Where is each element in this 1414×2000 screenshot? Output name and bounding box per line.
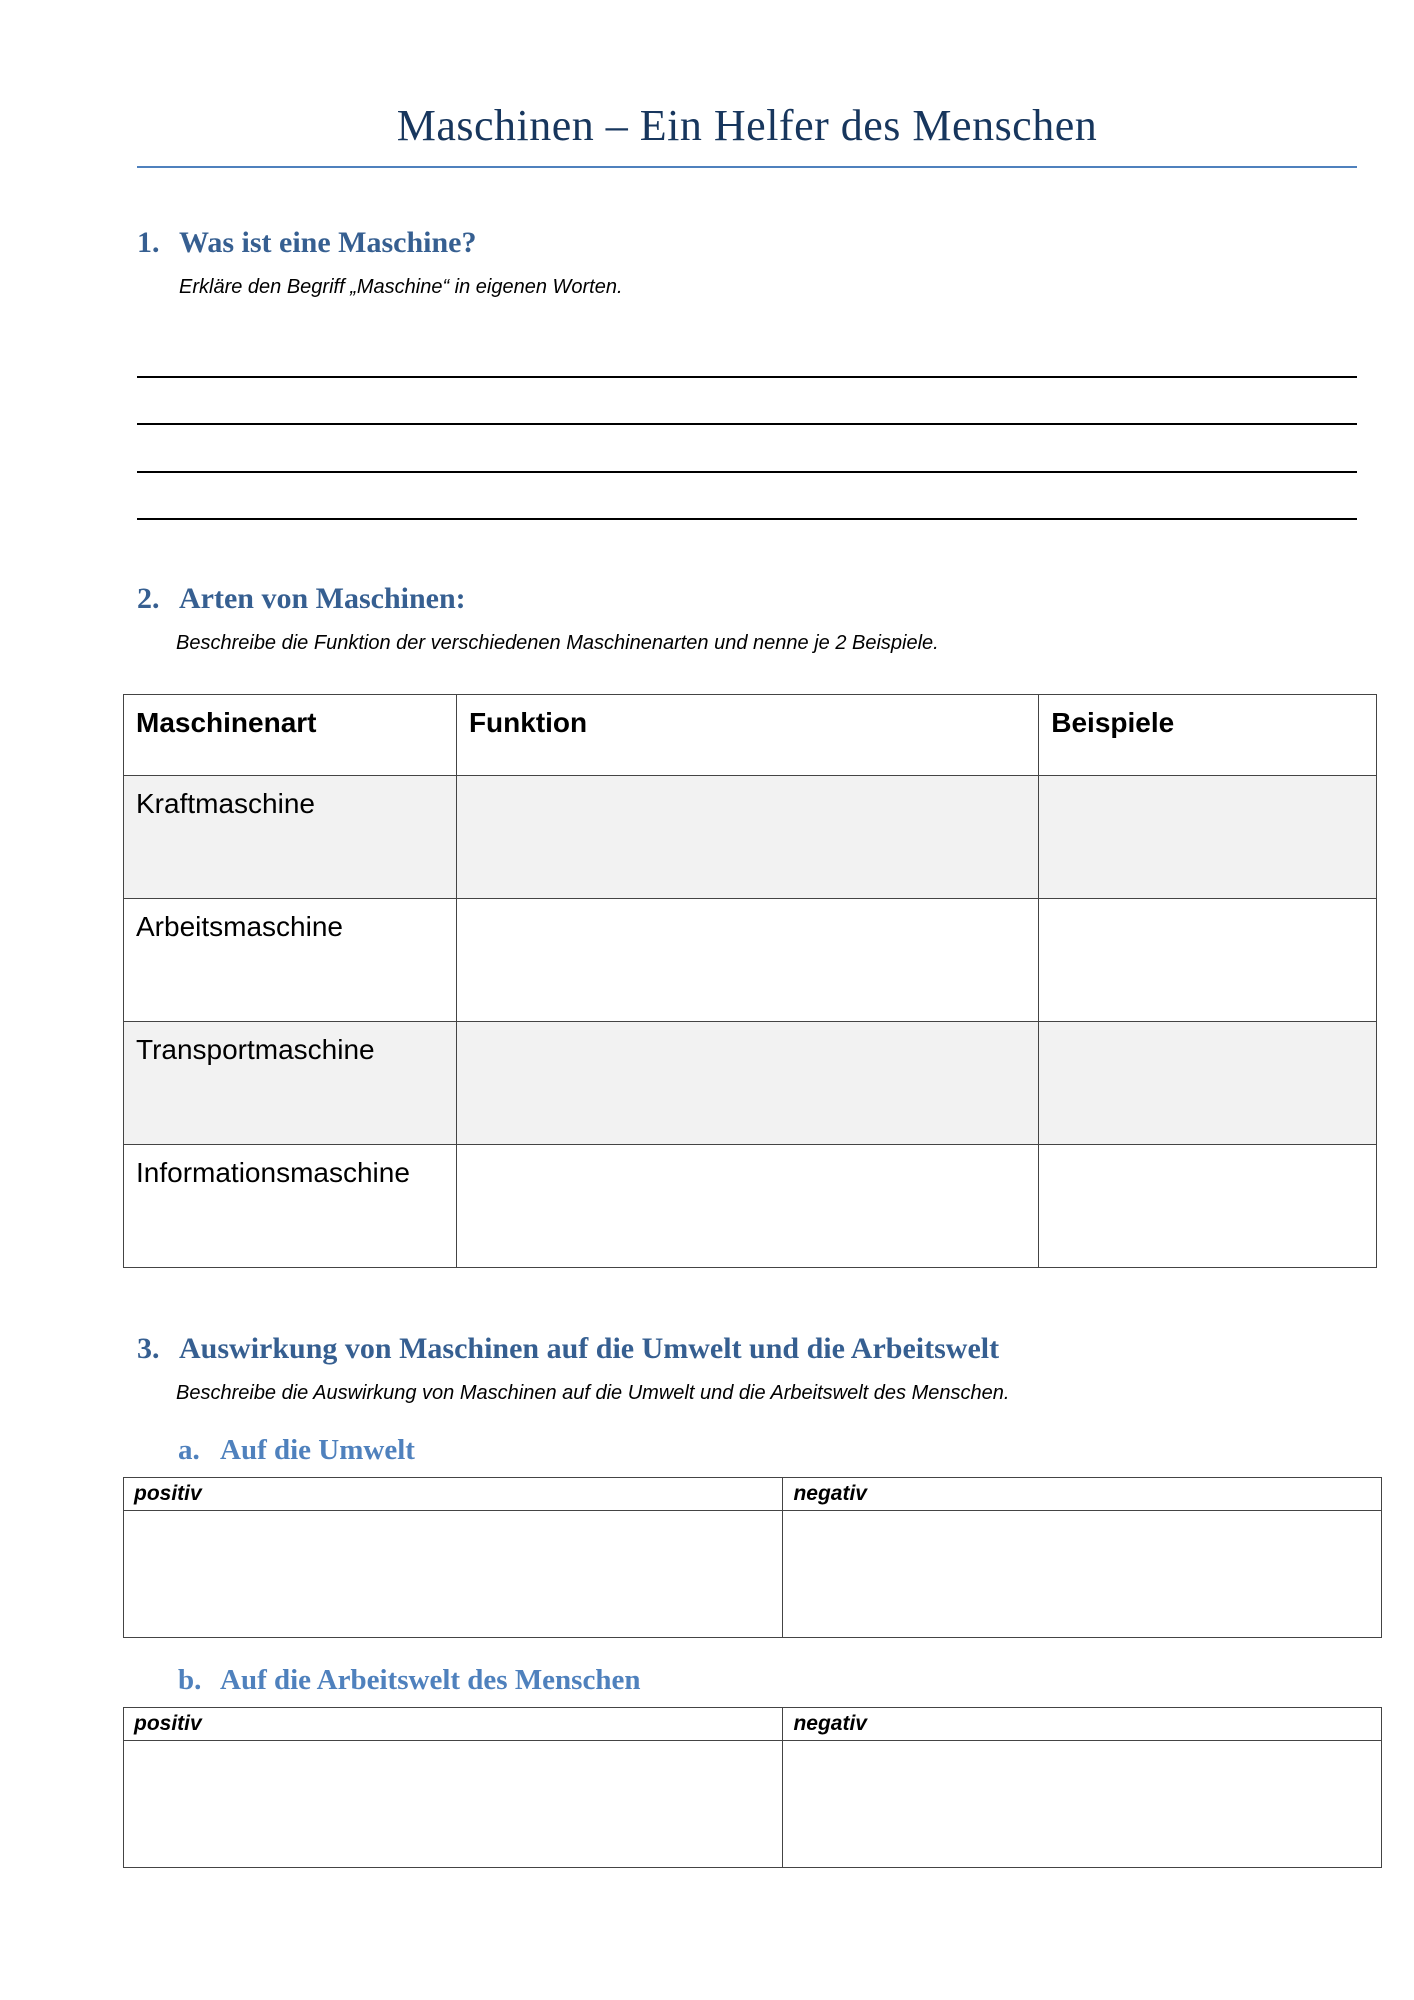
cell-beispiele[interactable] xyxy=(1039,1145,1377,1268)
header-funktion: Funktion xyxy=(456,695,1038,776)
section-3-number: 3. xyxy=(137,1332,160,1365)
table-row xyxy=(124,1145,1377,1268)
section-2-title: Arten von Maschinen: xyxy=(179,582,466,615)
header-positiv: positiv xyxy=(124,1708,783,1741)
subsection-b-heading xyxy=(178,1664,640,1697)
row-label-transportmaschine: Transportmaschine xyxy=(124,1022,457,1145)
subsection-b-letter: b. xyxy=(178,1664,202,1696)
cell-funktion[interactable] xyxy=(456,776,1038,899)
cell-funktion[interactable] xyxy=(456,1145,1038,1268)
answer-line-2[interactable] xyxy=(137,423,1357,425)
cell-beispiele[interactable] xyxy=(1039,899,1377,1022)
table-row xyxy=(124,1741,1382,1868)
environment-impact-table xyxy=(123,1477,1382,1638)
header-negativ: negativ xyxy=(783,1708,1382,1741)
table-row xyxy=(124,776,1377,899)
cell-funktion[interactable] xyxy=(456,1022,1038,1145)
cell-beispiele[interactable] xyxy=(1039,776,1377,899)
table-row xyxy=(124,899,1377,1022)
section-3-heading xyxy=(137,1332,999,1366)
section-3-instruction: Beschreibe die Auswirkung von Maschinen auf die Umwelt und die Arbeitswelt des Menschen. xyxy=(176,1382,1010,1404)
answer-line-4[interactable] xyxy=(137,518,1357,520)
header-beispiele: Beispiele xyxy=(1039,695,1377,776)
cell-positiv[interactable] xyxy=(124,1741,783,1868)
section-1-title: Was ist eine Maschine? xyxy=(179,226,477,259)
section-1-heading xyxy=(137,226,477,260)
row-label-arbeitsmaschine: Arbeitsmaschine xyxy=(124,899,457,1022)
row-label-informationsmaschine: Informationsmaschine xyxy=(124,1145,457,1268)
cell-negativ[interactable] xyxy=(783,1511,1382,1638)
table-row xyxy=(124,1511,1382,1638)
section-1-number: 1. xyxy=(137,226,160,259)
header-negativ: negativ xyxy=(783,1478,1382,1511)
table-header-row xyxy=(124,695,1377,776)
section-3-title: Auswirkung von Maschinen auf die Umwelt und die Arbeitswelt xyxy=(179,1332,1000,1365)
subsection-a-heading xyxy=(178,1434,415,1467)
table-header-row xyxy=(124,1708,1382,1741)
subsection-a-title: Auf die Umwelt xyxy=(220,1434,415,1466)
section-2-heading xyxy=(137,582,466,616)
section-2-number: 2. xyxy=(137,582,160,615)
workplace-impact-table xyxy=(123,1707,1382,1868)
section-2-instruction: Beschreibe die Funktion der verschiedenen Maschinenarten und nenne je 2 Beispiele. xyxy=(176,632,939,654)
subsection-a-letter: a. xyxy=(178,1434,200,1466)
answer-line-3[interactable] xyxy=(137,471,1357,473)
header-maschinenart: Maschinenart xyxy=(124,695,457,776)
title-divider xyxy=(137,166,1357,168)
row-label-kraftmaschine: Kraftmaschine xyxy=(124,776,457,899)
subsection-b-title: Auf die Arbeitswelt des Menschen xyxy=(220,1664,641,1696)
cell-beispiele[interactable] xyxy=(1039,1022,1377,1145)
section-1-instruction: Erkläre den Begriff „Maschine“ in eigenen Worten. xyxy=(179,276,623,298)
machine-types-table xyxy=(123,694,1377,1268)
cell-funktion[interactable] xyxy=(456,899,1038,1022)
header-positiv: positiv xyxy=(124,1478,783,1511)
page-title: Maschinen – Ein Helfer des Menschen xyxy=(396,101,1098,150)
table-header-row xyxy=(124,1478,1382,1511)
answer-line-1[interactable] xyxy=(137,376,1357,378)
cell-positiv[interactable] xyxy=(124,1511,783,1638)
cell-negativ[interactable] xyxy=(783,1741,1382,1868)
table-row xyxy=(124,1022,1377,1145)
